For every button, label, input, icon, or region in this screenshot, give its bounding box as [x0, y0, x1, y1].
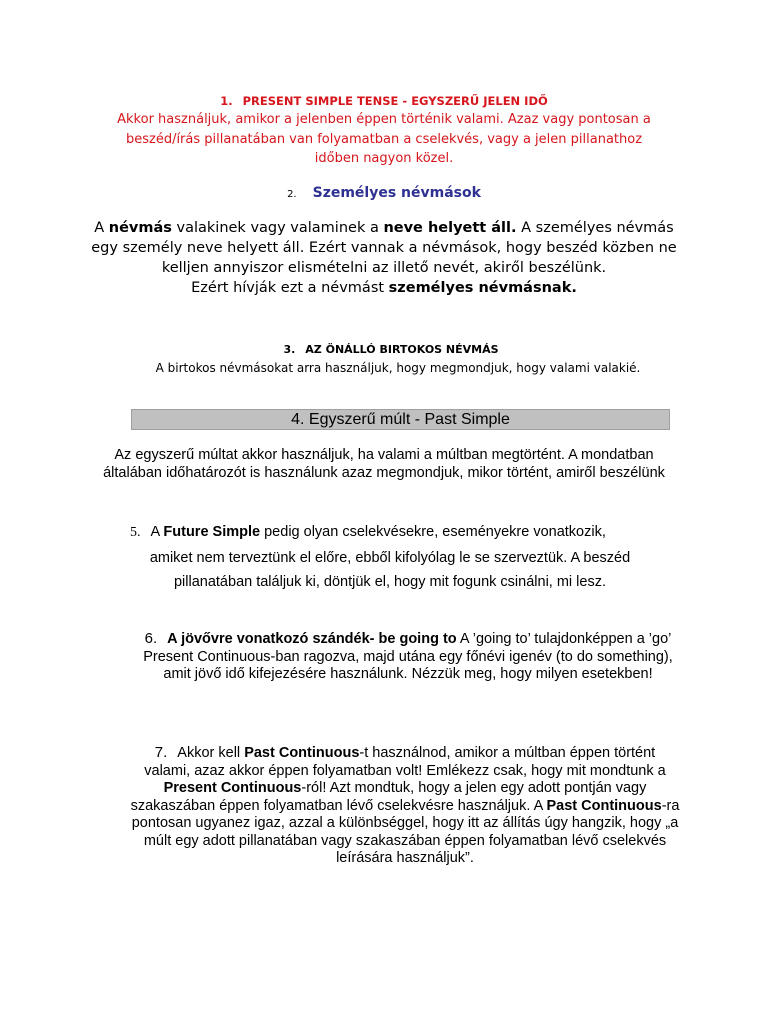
section-3-body: A birtokos névmásokat arra használjuk, hogy megmondjuk, hogy valami valakié.	[155, 361, 641, 375]
text-run: A személyes névmás egy személy neve helyett áll. Ezért vannak a névmások, hogy beszéd közben ne kelljen annyiszor elismételni az illető nevét, akiről beszélünk.	[91, 220, 677, 276]
section-5-line-3: pillanatában találjuk ki, döntjük el, hogy mit fogunk csinálni, mi lesz.	[173, 574, 606, 590]
bold-run: neve helyett áll.	[383, 220, 517, 236]
section-3-number: 3.	[283, 343, 296, 356]
section-future-simple	[130, 520, 670, 595]
text-run: A	[150, 524, 164, 540]
section-2-number: 2.	[287, 189, 297, 200]
bold-run: Past Continuous	[244, 745, 360, 761]
section-2-title: Személyes névmások	[312, 185, 481, 201]
section-5-number: 5.	[130, 525, 141, 540]
text-run: -ról! Azt mondtuk, hogy a jelen egy adott pontján vagy szakaszában éppen folyamatban lévő cselekvésre használjuk. A	[130, 780, 647, 814]
section-3-title	[0, 341, 768, 359]
section-6-number: 6.	[144, 630, 158, 647]
section-4-body: Az egyszerű múltat akkor használjuk, ha valami a múltban megtörtént. A mondatban általában időhatározót is használunk azaz megmondjuk, mikor történt, amiről beszélünk	[103, 447, 665, 481]
section-going-to	[128, 630, 688, 684]
section-1-body: Akkor használjuk, amikor a jelenben éppen történik valami. Azaz vagy pontosan a beszéd/írás pillanatában van folyamatban a cselekvés, vagy a jelen pillanathoz időben nagyon közel.	[117, 112, 651, 166]
section-1-title	[0, 93, 768, 110]
section-4-heading-bar: 4. Egyszerű múlt - Past Simple	[131, 409, 670, 430]
section-1-number: 1.	[220, 94, 233, 108]
bold-run: Future Simple	[163, 524, 261, 540]
section-3-title-text: AZ ÖNÁLLÓ BIRTOKOS NÉVMÁS	[305, 343, 499, 356]
text-run: Akkor kell	[177, 745, 245, 761]
section-2-heading	[0, 185, 768, 201]
section-1-title-text: PRESENT SIMPLE TENSE - EGYSZERŰ JELEN IDŐ	[242, 94, 548, 108]
section-possessive-pronoun	[0, 341, 768, 377]
bold-run: Past Continuous	[546, 797, 662, 814]
section-2-body	[89, 218, 679, 298]
text-run: A	[94, 220, 109, 236]
text-run: -t használnod, amikor a múltban éppen történt valami, azaz akkor éppen folyamatban volt! Emlékezz csak, hogy mit mondtunk a	[144, 745, 666, 779]
bold-run: Present Continuous	[163, 780, 302, 796]
bold-run: A jövővre vonatkozó szándék- be going to	[167, 631, 457, 647]
bold-run: névmás	[108, 220, 172, 236]
text-run: valakinek vagy valaminek a	[171, 220, 384, 236]
section-5-line-2: amiket nem terveztünk el előre, ebből kifolyólag le se szerveztük. A beszéd	[149, 549, 631, 566]
section-past-continuous	[130, 744, 680, 868]
text-run: Ezért hívják ezt a névmást	[191, 280, 389, 296]
section-7-number: 7.	[154, 744, 168, 761]
text-run: pedig olyan cselekvésekre, eseményekre vonatkozik,	[260, 524, 606, 540]
bold-run: személyes névmásnak.	[388, 280, 577, 296]
section-personal-pronouns	[0, 185, 768, 298]
text-run: -ra pontosan ugyanez igaz, azzal a különbséggel, hogy itt az állítás úgy hangzik, hogy „a múlt egy adott pillanatában vagy szakaszában éppen folyamatban lévő cselekvés leírására használjuk”.	[131, 797, 680, 866]
text-run: A ’going to’ tulajdonképpen a ’go’ Present Continuous-ban ragozva, majd utána egy főnévi igenév (to do something), amit jövő idő kifejezésére használunk. Nézzük meg, hogy milyen esetekben!	[143, 631, 673, 682]
section-present-simple	[0, 93, 768, 169]
